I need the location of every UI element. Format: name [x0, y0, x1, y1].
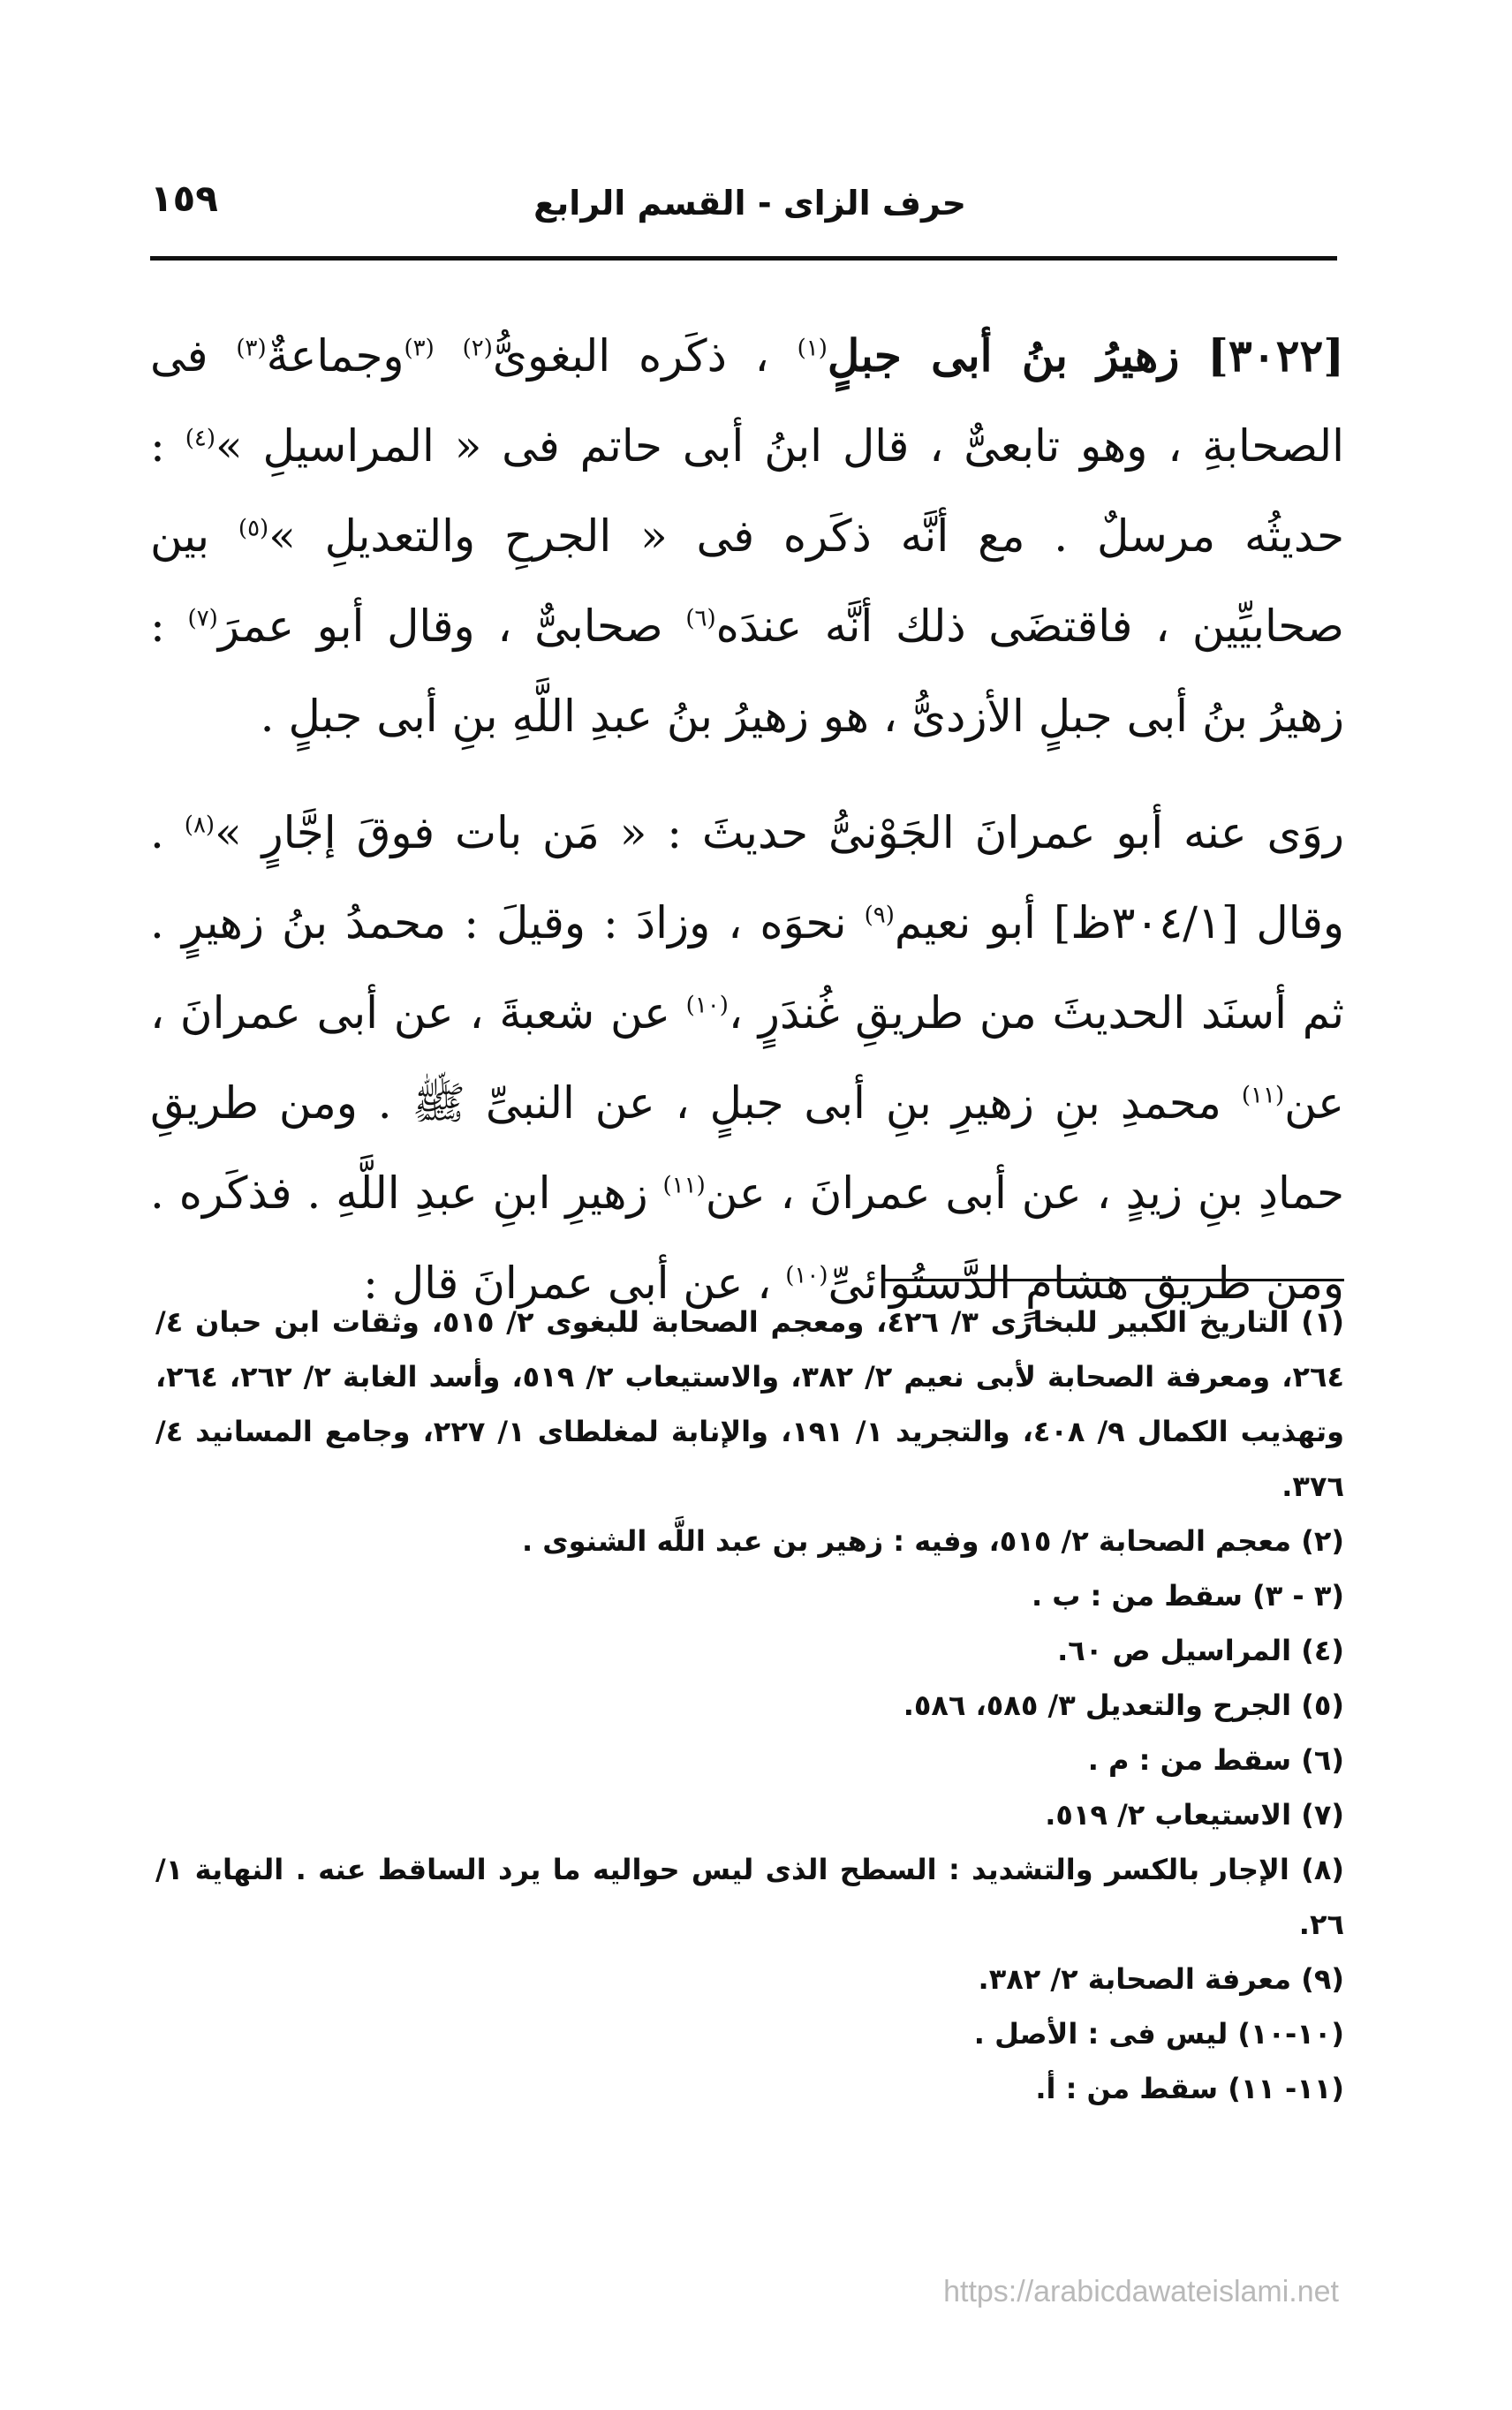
text-segment: ، عن أبى عمرانَ قال :	[363, 1258, 772, 1309]
text-segment: ، ذكَره البغوىُّ	[492, 330, 769, 382]
footnote-marker: (١)	[797, 335, 828, 362]
footnote-marker: (٤)	[185, 425, 216, 452]
text-segment: روَى عنه أبو عمرانَ الجَوْنىُّ حديثَ : « مَن بات فوقَ إجَّارٍ »	[215, 807, 1344, 858]
entry-paragraph-2	[150, 788, 1344, 1328]
footnote: (٣ - ٣) سقط من : ب .	[1031, 1579, 1344, 1613]
footnote-marker: (١٠)	[785, 1262, 828, 1289]
footnote: (٩) معرفة الصحابة ٢/ ٣٨٢.	[978, 1962, 1344, 1996]
footnote: (٤) المراسيل ص ٦٠.	[1057, 1634, 1344, 1667]
text-segment: محمدِ بنِ زهيرِ بنِ أبى جبلٍ ، عن النبىِّ ﷺ . ومن طريقِ حمادِ بنِ زيدٍ ، عن أبى عمرانَ ، عن	[150, 1077, 1345, 1219]
footnote-marker: (٨)	[184, 812, 215, 839]
text-segment: : زهيرُ بنُ أبى جبلٍ الأزدىُّ ، هو زهيرُ بنُ عبدِ اللَّهِ بنِ أبى جبلٍ .	[150, 601, 1344, 742]
running-title: حرف الزاى - القسم الرابع	[533, 184, 966, 223]
footnote-marker: (٣)	[236, 335, 267, 362]
footnote: (٦) سقط من : م .	[1087, 1743, 1344, 1777]
footnote-marker: (١١)	[662, 1172, 706, 1199]
page-number: ١٥٩	[150, 177, 218, 220]
text-segment: . وقال [٣٠٤/١ظ] أبو نعيم	[150, 807, 1344, 948]
text-segment: زهيرِ ابنِ عبدِ اللَّهِ . فذكَره . ومن طريقِ هشامٍ الدَّستُوائىِّ	[150, 1167, 1344, 1309]
main-text	[150, 311, 1344, 1328]
entry-number: [٣٠٢٢]	[1207, 329, 1344, 382]
footnote: (١) التاريخ الكبير للبخارى ٣/ ٤٢٦، ومعجم الصحابة للبغوى ٢/ ٥١٥، وثقات ابن حبان ٤/ ٢٦٤، ومعرفة الصحابة لأبى نعيم ٢/ ٣٨٢، والاستيعاب ٢/ ٥١٩، وأسد الغابة ٢/ ٢٦٢، ٢٦٤، وتهذيب الكمال ٩/ ٤٠٨، والتجريد ١/ ١٩١، والإنابة لمغلطاى ١/ ٢٢٧، وجامع المسانيد ٤/ ٣٧٦.	[155, 1305, 1345, 1503]
text-segment: صحابىٌّ ، وقال أبو عمرَ	[217, 601, 663, 652]
footnote-marker: (١١)	[1241, 1082, 1285, 1109]
footnote: (٥) الجرح والتعديل ٣/ ٥٨٥، ٥٨٦.	[903, 1689, 1344, 1722]
footnote-marker: (١٠)	[685, 992, 729, 1019]
text-segment: فى الصحابةِ ، وهو تابعىٌّ ، قال ابنُ أبى حاتم فى « المراسيلِ »	[150, 330, 1344, 472]
text-segment: بين صحابيِّين ، فاقتضَى ذلك أنَّه عندَه	[150, 510, 1344, 652]
entry-paragraph-1	[150, 311, 1344, 761]
entry-name: زهيرُ بنُ أبى جبلٍ	[827, 329, 1180, 382]
footnote-marker: (٧)	[187, 605, 218, 632]
text-segment: وجماعةٌ	[266, 330, 404, 382]
page-header	[150, 177, 1337, 247]
watermark-url: https://arabicdawateislami.net	[943, 2275, 1339, 2308]
footnote-marker: (٥)	[238, 515, 269, 542]
footnote: (٨) الإجار بالكسر والتشديد : السطح الذى ليس حواليه ما يرد الساقط عنه . النهاية ١/ ٢٦.	[155, 1853, 1344, 1941]
footnote-marker: (٣)	[404, 335, 435, 362]
footnote: (٧) الاستيعاب ٢/ ٥١٩.	[1045, 1798, 1344, 1832]
text-segment: : حديثُه مرسلٌ . مع أنَّه ذكَره فى « الجرحِ والتعديلِ »	[150, 420, 1344, 562]
footnote: (٢) معجم الصحابة ٢/ ٥١٥، وفيه : زهير بن عبد اللَّه الشنوى .	[522, 1524, 1344, 1558]
footnote: (١٠-١٠) ليس فى : الأصل .	[973, 2017, 1344, 2051]
footnote-marker: (٦)	[685, 605, 716, 632]
header-rule	[150, 256, 1337, 261]
footnote-marker: (٩)	[864, 902, 895, 929]
footnote-separator	[885, 1279, 1344, 1281]
text-segment: عن شعبةَ ، عن أبى عمرانَ ، عن	[150, 987, 1344, 1129]
text-segment: نحوَه ، وزادَ : وقيلَ : محمدُ بنُ زهيرٍ . ثم أسنَد الحديثَ من طريقِ غُندَرٍ ،	[150, 897, 1345, 1039]
footnotes	[155, 1295, 1344, 2116]
footnote-marker: (٢)	[462, 335, 493, 362]
footnote: (١١- ١١) سقط من : أ.	[1035, 2072, 1344, 2105]
